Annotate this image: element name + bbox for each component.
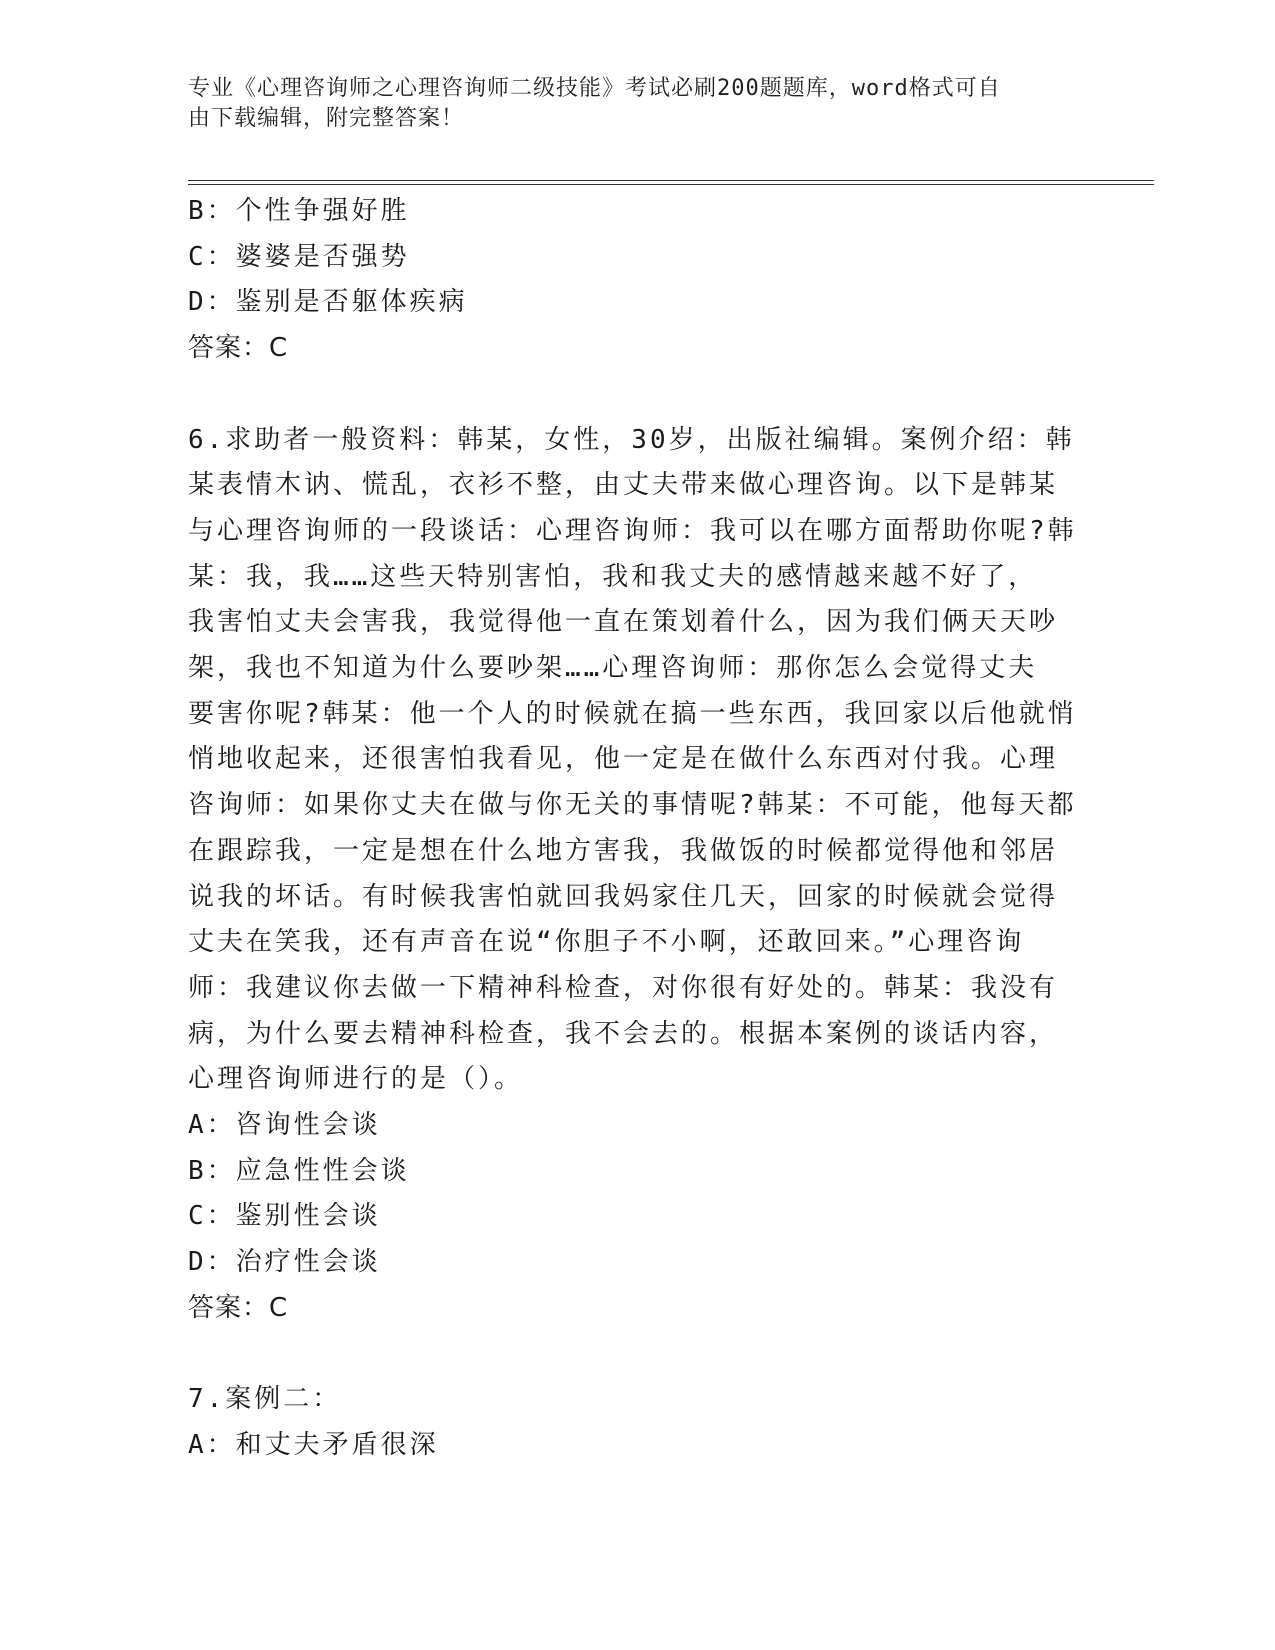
- option-d: D：鉴别是否躯体疾病: [188, 287, 468, 318]
- question-text-line: 病，为什么要去精神科检查，我不会去的。根据本案例的谈话内容，: [188, 1018, 1059, 1049]
- question-text-line: 师：我建议你去做一下精神科检查，对你很有好处的。韩某：我没有: [188, 972, 1059, 1003]
- header-divider-bottom: [188, 184, 1154, 185]
- question-text-line: 6.求助者一般资料：韩某，女性，30岁，出版社编辑。案例介绍：韩: [188, 424, 1075, 455]
- question-text-line: 架，我也不知道为什么要吵架……心理咨询师：那你怎么会觉得丈夫: [188, 653, 1038, 684]
- question-text-line: 与心理咨询师的一段谈话：心理咨询师：我可以在哪方面帮助你呢?韩: [188, 515, 1077, 546]
- question-text-line: 心理咨询师进行的是（）。: [188, 1064, 524, 1095]
- header-line-1: 专业《心理咨询师之心理咨询师二级技能》考试必刷200题题库，word格式可自: [188, 76, 1001, 101]
- prev-question: [188, 189, 1088, 372]
- answer: 答案：C: [188, 1292, 289, 1323]
- option-a: A：咨询性会谈: [188, 1110, 381, 1141]
- header-line-2: 由下载编辑，附完整答案！: [188, 106, 465, 131]
- document-body: [188, 189, 1088, 1469]
- header-divider-top: [188, 180, 1154, 181]
- question-text-line: 我害怕丈夫会害我，我觉得他一直在策划着什么，因为我们俩天天吵: [188, 607, 1059, 638]
- question-6: [188, 418, 1088, 1332]
- option-c: C：鉴别性会谈: [188, 1201, 381, 1232]
- question-7: [188, 1377, 1088, 1468]
- question-text-line: 某：我，我……这些天特别害怕，我和我丈夫的感情越来越不好了，: [188, 561, 1038, 592]
- answer: 答案：C: [188, 333, 289, 364]
- question-text-line: 咨询师：如果你丈夫在做与你无关的事情呢?韩某：不可能，他每天都: [188, 790, 1077, 821]
- option-b: B：个性争强好胜: [188, 196, 410, 226]
- option-c: C：婆婆是否强势: [188, 241, 410, 272]
- spacer: [188, 1332, 1088, 1378]
- question-text-line: 说我的坏话。有时候我害怕就回我妈家住几天，回家的时候就会觉得: [188, 881, 1059, 912]
- question-text-line: 悄地收起来，还很害怕我看见，他一定是在做什么东西对付我。心理: [188, 744, 1059, 775]
- option-a: A：和丈夫矛盾很深: [188, 1429, 439, 1460]
- option-d: D：治疗性会谈: [188, 1247, 381, 1278]
- question-text-line: 丈夫在笑我，还有声音在说“你胆子不小啊，还敢回来。”心理咨询: [188, 927, 1025, 958]
- page-header: [188, 74, 1068, 134]
- question-text-line: 要害你呢?韩某：他一个人的时候就在搞一些东西，我回家以后他就悄: [188, 698, 1077, 729]
- option-b: B：应急性性会谈: [188, 1155, 410, 1186]
- spacer: [188, 372, 1088, 418]
- question-text-line: 某表情木讷、慌乱，衣衫不整，由丈夫带来做心理咨询。以下是韩某: [188, 470, 1059, 501]
- question-text-line: 在跟踪我，一定是想在什么地方害我，我做饭的时候都觉得他和邻居: [188, 835, 1059, 866]
- question-stem: 7.案例二：: [188, 1384, 342, 1415]
